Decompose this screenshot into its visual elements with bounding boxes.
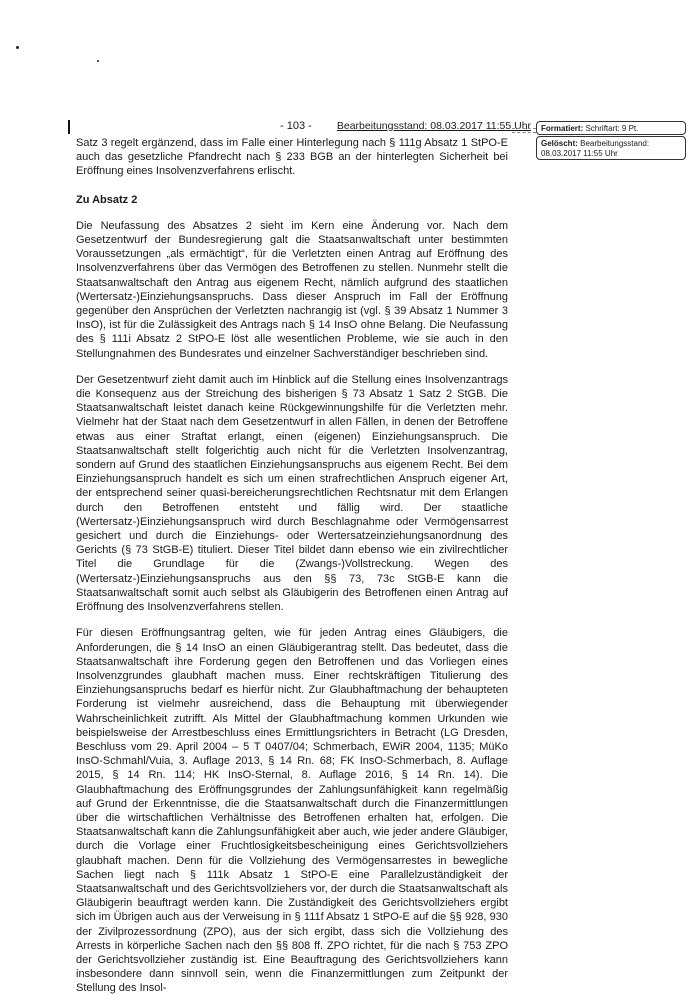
body-paragraph: Für diesen Eröffnungsantrag gelten, wie für jeden Antrag eines Gläubigers, die Anforderungen, die § 14 InsO an einen Gläubigerantrag stellt. Das bedeutet, dass die Staatsanwaltschaft ihre Forderung gegen den Betroffenen und das Vorliegen eines Insolvenzgrundes glaubhaft machen muss. Einer rechtskräftigen Titulierung des Einziehungsanspruchs bedarf es hierfür nicht. Zur Glaubhaftmachung der behaupteten Forderung ist vielmehr ausreichend, dass die Behauptung mit überwiegender Wahrscheinlichkeit zutrifft. Als Mittel der Glaubhaftmachung kommen Urkunden wie beispielsweise der Arrestbeschluss eines Ermittlungsrichters in Betracht (LG Dresden, Beschluss vom 29. April 2004 – 5 T 0407/04; Schmerbach, EWiR 2004, 1135; MüKo InsO-Schmahl/Vuia, 3. Auflage 2013, § 14 Rn. 68; FK InsO-Schmerbach, 8. Auflage 2015, § 14 Rn. 114; HK InsO-Sternal, 8. Auflage 2016, § 14 Rn. 14). Die Glaubhaftmachung des Eröffnungsgrundes der Zahlungsunfähigkeit kann regelmäßig auf Grund der Erkenntnisse, die die Staatsanwaltschaft durch die Finanzermittlungen über die wirtschaftlichen Verhältnisse des Betroffenen erhalten hat, erfolgen. Die Staatsanwaltschaft kann die Zahlungsunfähigkeit aber auch, wie jeder andere Gläubiger, durch die Vorlage einer Fruchtlosigkeitsbescheinigung eines Gerichtsvollziehers glaubhaft machen. Denn für die Vollziehung des Vermögensarrestes in bewegliche Sachen liegt nach § 111k Absatz 1 StPO-E eine Parallelzuständigkeit der Staatsanwaltschaft und des Gerichtsvollziehers vor, der durch die Staatsanwaltschaft als Gläubigerin beauftragt werden kann. Die Zuständigkeit des Gerichtsvollziehers ergibt sich im Übrigen auch aus der Verweisung in § 111f Absatz 1 StPO-E auf die §§ 928, 930 der Zivilprozessordnung (ZPO), aus der sich ergibt, dass sich die Vollziehung des Arrests in körperliche Sachen nach den §§ 808 ff. ZPO richtet, für die nach § 753 ZPO der Gerichtsvollzieher zuständig ist. Eine Beauftragung des Gerichtsvollziehers kann insbesondere dann sinnvoll sein, wenn die Finanzermittlungen zum Zeitpunkt der Stellung des Insol- <box>76 627 508 995</box>
comment-text: Bearbeitungsstand: 08.03.2017 11:55 Uhr <box>541 139 650 158</box>
comment-connector <box>512 128 536 129</box>
status-line: Bearbeitungsstand: 08.03.2017 11:55 Uhr <box>336 120 532 132</box>
comment-formatted[interactable] <box>536 121 686 135</box>
document-body <box>76 136 508 1008</box>
page-header <box>280 120 531 132</box>
comment-text: Schriftart: 9 Pt. <box>585 124 639 133</box>
body-paragraph: Der Gesetzentwurf zieht damit auch im Hinblick auf die Stellung eines Insolvenzantrags die Konsequenz aus der Streichung des bisherigen § 73 Absatz 1 Satz 2 StGB. Die Staatsanwaltschaft leistet danach keine Rückgewinnungshilfe für die Verletzten mehr. Vielmehr hat der Staat nach dem Gesetzentwurf in allen Fällen, in denen der Betroffene etwas aus einer Straftat erlangt, einen (eigenen) Einziehungsanspruch. Die Staatsanwaltschaft stellt folgerichtig auch nicht für die Verletzten Insolvenzantrag, sondern auf Grund des staatlichen Einziehungsanspruchs aus eigenem Recht. Bei dem Einziehungsanspruch handelt es sich um einen strafrechtlichen Anspruch eigener Art, der entsprechend seiner quasi-bereicherungsrechtlichen Rechtsnatur mit dem Erlangen durch den Betroffenen entsteht und fällig wird. Der staatliche (Wertersatz-)Einziehungsanspruch wird durch Beschlagnahme oder Vermögensarrest gesichert und durch die Einziehungs- oder Wertersatzeinziehungsanordnung des Gerichts (§ 73 StGB-E) tituliert. Dieser Titel bildet dann ebenso wie ein zivilrechtlicher Titel die Grundlage für die (Zwangs-)Vollstreckung. Wegen des (Wertersatz-)Einziehungsanspruchs aus den §§ 73, 73c StGB-E kann die Staatsanwaltschaft somit auch selbst als Gläubigerin des Betroffenen einen Antrag auf Eröffnung des Insolvenzverfahrens stellen. <box>76 373 508 614</box>
intro-paragraph: Satz 3 regelt ergänzend, dass im Falle einer Hinterlegung nach § 111g Absatz 1 StPO-E auch das gesetzliche Pfandrecht nach § 233 BGB an der hinterlegten Sicherheit bei Eröffnung eines Insolvenzverfahrens erlischt. <box>76 137 508 178</box>
change-bar <box>68 120 70 134</box>
scan-speck <box>16 46 19 49</box>
comment-title: Gelöscht: <box>541 139 578 148</box>
section-heading: Zu Absatz 2 <box>76 193 138 206</box>
comment-title: Formatiert: <box>541 124 584 133</box>
scan-speck <box>97 60 99 62</box>
body-paragraph: Die Neufassung des Absatzes 2 sieht im Kern eine Änderung vor. Nach dem Gesetzentwurf der Bundesregierung galt die Staatsanwaltschaft unter bestimmten Voraussetzungen „als ermächtigt“, für die Verletzten einen Antrag auf Eröffnung des Insolvenzverfahrens über das Vermögen des Betroffenen zu stellen. Nunmehr stellt die Staatsanwaltschaft den Antrag aus eigenem Recht, nämlich aufgrund des staatlichen (Wertersatz-)Einziehungsanspruchs. Dass dieser Anspruch im Fall der Eröffnung gegenüber den Ansprüchen der Verletzten nachrangig ist (vgl. § 39 Absatz 1 Nummer 3 InsO), ist für die Zulässigkeit des Antrags nach § 14 InsO ohne Belang. Die Neufassung des § 111i Absatz 2 StPO-E löst alle wesentlichen Probleme, wie sie auch in den Stellungnahmen des Bundesrates und einzelner Sachverständiger beschrieben sind. <box>76 219 508 360</box>
page-number: - 103 - <box>280 120 312 132</box>
comment-connector <box>512 132 536 133</box>
comment-deleted[interactable] <box>536 136 686 160</box>
